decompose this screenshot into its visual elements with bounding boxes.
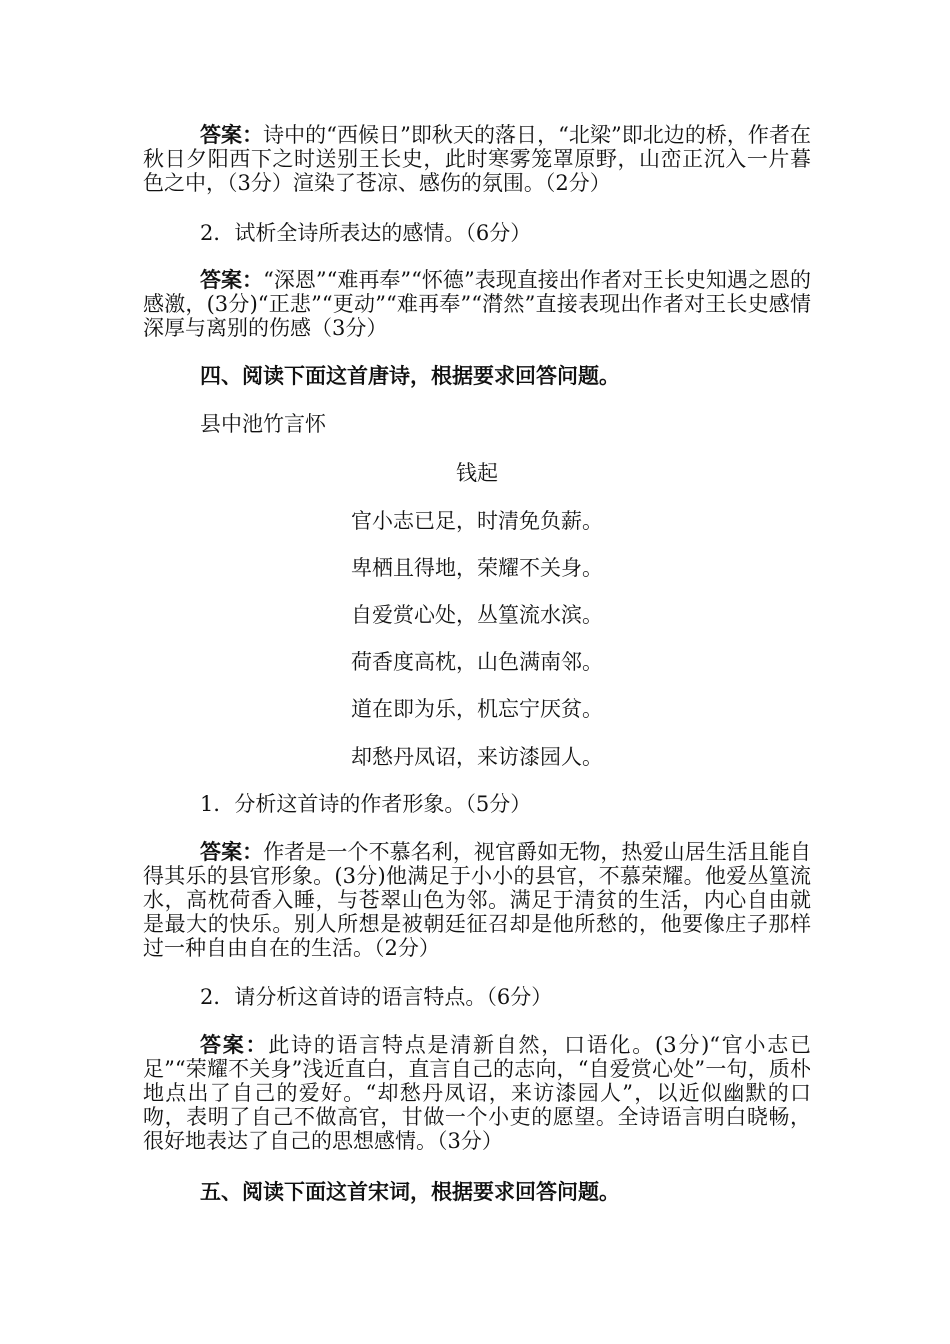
section-5-heading: 五、阅读下面这首宋词，根据要求回答问题。 [200, 1179, 620, 1204]
poem-line: 却愁丹凤诏，来访漆园人。 [351, 745, 603, 769]
answer-label: 答案： [200, 839, 264, 864]
question-1: 1．分析这首诗的作者形象。（5分） [200, 792, 532, 816]
question-2: 2．请分析这首诗的语言特点。（6分） [200, 985, 553, 1009]
answer-label: 答案： [200, 267, 264, 292]
answer-label: 答案： [200, 1032, 269, 1057]
poem-title: 县中池竹言怀 [200, 412, 326, 436]
poem-line: 自爱赏心处，丛篁流水滨。 [351, 603, 603, 627]
question-2-prev: 2．试析全诗所表达的感情。（6分） [200, 221, 532, 245]
poem-line: 荷香度高枕，山色满南邻。 [351, 650, 603, 674]
answer-text: 诗中的“西候日”即秋天的落日，“北梁”即北边的桥，作者在秋日夕阳西下之时送别王长史，此时寒雾笼罩原野，山峦正沉入一片暮色之中，（3分）渲染了苍凉、感伤的氛围。（2分） [143, 123, 811, 195]
answer-text: 此诗的语言特点是清新自然，口语化。(3分)“官小志已足”“荣耀不关身”浅近直白，直言自己的志向，“自爱赏心处”一句，质朴地点出了自己的爱好。“却愁丹凤诏，来访漆园人”，以近似幽默的口吻，表明了自己不做高官，甘做一个小吏的愿望。全诗语言明白晓畅，很好地表达了自己的思想感情。（3分） [143, 1033, 812, 1153]
poem-author: 钱起 [456, 461, 498, 485]
poem-line: 卑栖且得地，荣耀不关身。 [351, 556, 603, 580]
poem-line: 道在即为乐，机忘宁厌贫。 [351, 697, 603, 721]
answer-paragraph-q1 [143, 840, 811, 960]
answer-paragraph-prev [143, 123, 811, 195]
answer-text: 作者是一个不慕名利，视官爵如无物，热爱山居生活且能自得其乐的县官形象。(3分)他满足于小小的县官，不慕荣耀。他爱丛篁流水，高枕荷香入睡，与苍翠山色为邻。满足于清贫的生活，内心自由就是最大的快乐。别人所想是被朝廷征召却是他所愁的，他要像庄子那样过一种自由自在的生活。（2分） [143, 840, 812, 960]
answer-label: 答案： [200, 122, 264, 147]
answer-paragraph-q2 [143, 1033, 811, 1153]
poem-line: 官小志已足，时清免负薪。 [351, 509, 603, 533]
answer-text: “深恩”“难再奉”“怀德”表现直接出作者对王长史知遇之恩的感激，(3分)“正悲”“更动”“难再奉”“潸然”直接表现出作者对王长史感情深厚与离别的伤感（3分） [143, 268, 811, 340]
answer-paragraph-q2-prev [143, 268, 811, 340]
section-4-heading: 四、阅读下面这首唐诗，根据要求回答问题。 [200, 363, 620, 388]
